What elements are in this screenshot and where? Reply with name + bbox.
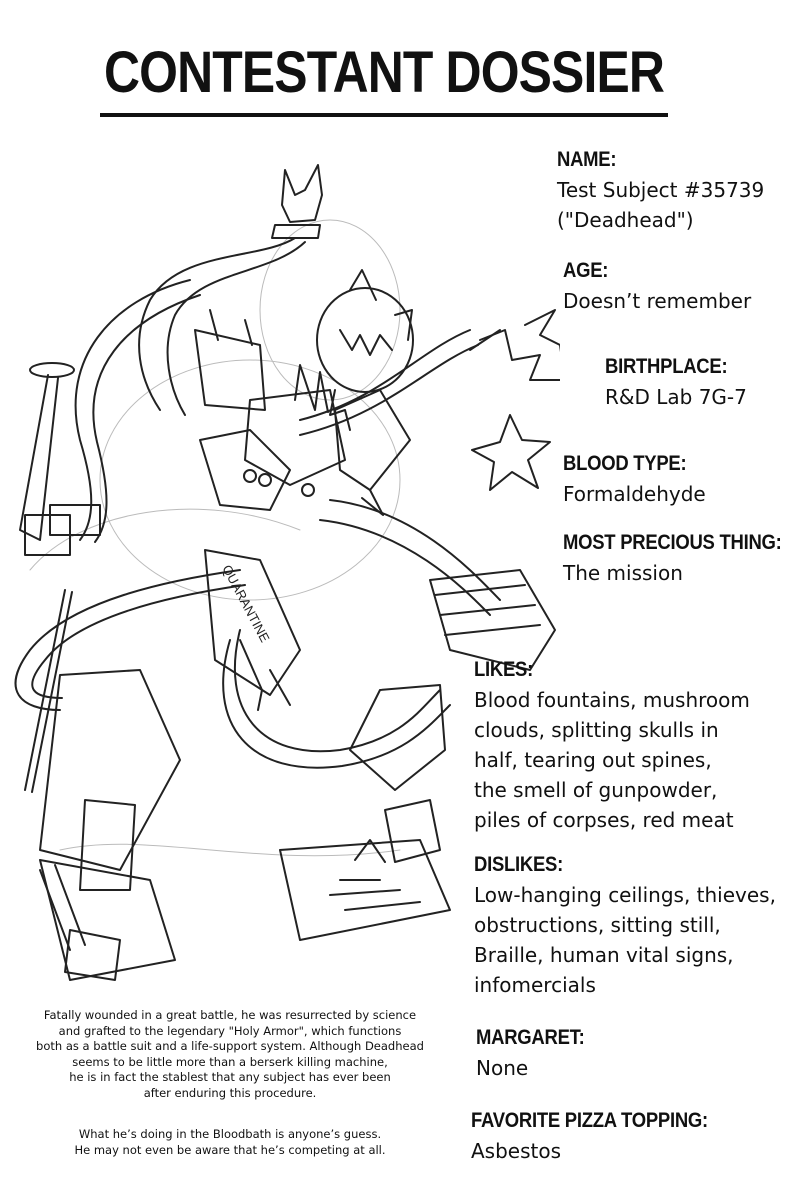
birthplace-value: R&D Lab 7G-7	[605, 385, 747, 409]
blood-type-value: Formaldehyde	[563, 482, 706, 506]
birthplace-label: BIRTHPLACE:	[605, 355, 728, 378]
margaret-label: MARGARET:	[476, 1026, 585, 1049]
dislikes-label: DISLIKES:	[474, 853, 564, 876]
likes-label: LIKES:	[474, 658, 534, 681]
field-pizza	[471, 1108, 740, 1166]
field-margaret	[476, 1025, 599, 1083]
story-paragraph-1: Fatally wounded in a great battle, he was resurrected by science and grafted to the legendary "Holy Armor", which functions both as a battle suit and a life-support system. Although Deadhead seems to be little more than a berserk killing machine, he is in fact the stablest that any subject has ever been after enduring this procedure.	[36, 1008, 424, 1100]
title-underline	[100, 113, 668, 117]
sash-text: QUARANTINE	[219, 562, 273, 645]
most-precious-value: The mission	[563, 561, 683, 585]
pizza-label: FAVORITE PIZZA TOPPING:	[471, 1109, 708, 1132]
spiked-star-icon	[470, 310, 560, 490]
field-blood-type	[563, 451, 706, 509]
field-most-precious	[563, 530, 794, 588]
pizza-value: Asbestos	[471, 1139, 562, 1163]
name-label: NAME:	[557, 148, 617, 171]
age-value: Doesn’t remember	[563, 289, 752, 313]
age-label: AGE:	[563, 259, 609, 282]
field-age	[563, 258, 751, 316]
field-name	[557, 147, 764, 235]
name-value: Test Subject #35739 ("Deadhead")	[557, 178, 765, 232]
dislikes-value: Low-hanging ceilings, thieves, obstructions, sitting still, Braille, human vital signs, infomercials	[474, 883, 776, 997]
field-dislikes	[474, 852, 776, 1000]
margaret-value: None	[476, 1056, 529, 1080]
page-title: CONTESTANT DOSSIER	[104, 40, 665, 105]
horns-hand-icon	[272, 165, 322, 238]
story-paragraph-2: What he’s doing in the Bloodbath is anyone’s guess. He may not even be aware that he’s competing at all.	[74, 1127, 386, 1157]
field-birthplace	[605, 354, 747, 412]
likes-value: Blood fountains, mushroom clouds, splitting skulls in half, tearing out spines, the smell of gunpowder, piles of corpses, red meat	[474, 688, 750, 832]
blood-type-label: BLOOD TYPE:	[563, 452, 687, 475]
most-precious-label: MOST PRECIOUS THING:	[563, 531, 782, 554]
field-likes	[474, 657, 750, 835]
